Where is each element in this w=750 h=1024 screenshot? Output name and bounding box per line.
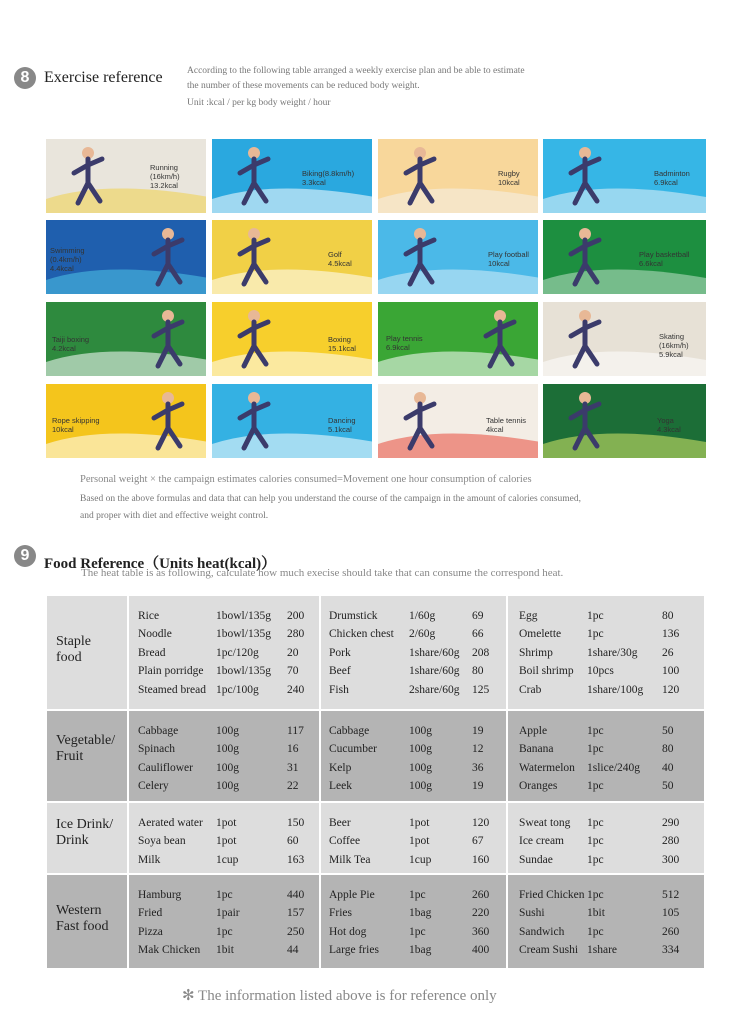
food-row [508, 854, 703, 872]
exercise-tile-label: Play football 10kcal [488, 250, 529, 268]
food-item-portion: 1bag [409, 907, 432, 920]
food-table [47, 596, 704, 968]
food-category-band [47, 711, 704, 801]
food-item-portion: 1bowl/135g [216, 628, 271, 641]
food-item-name: Rice [138, 610, 160, 622]
food-item-portion: 1pc [587, 610, 604, 622]
food-item-name: Steamed bread [138, 683, 207, 696]
food-item-kcal: 250 [287, 925, 305, 938]
exercise-tile [378, 384, 538, 458]
food-row [129, 743, 319, 761]
exercise-title: Exercise reference [44, 69, 163, 86]
food-row [508, 762, 703, 780]
exercise-tile [543, 302, 706, 376]
food-item-kcal: 19 [472, 780, 484, 793]
food-item-portion: 1pot [409, 835, 430, 848]
food-item-name: Cabbage [138, 725, 179, 737]
exercise-tile-label: Taiji boxing 4.2kcal [52, 335, 90, 353]
food-column [506, 596, 703, 709]
food-column [319, 803, 508, 873]
food-item-name: Large fries [329, 944, 379, 957]
exercise-tile-label: Badminton 6.9kcal [654, 169, 690, 187]
food-category-cell [47, 596, 129, 709]
food-row [321, 743, 508, 761]
food-item-name: Ice cream [519, 835, 565, 848]
food-item-name: Banana [519, 743, 554, 756]
food-row [129, 835, 319, 853]
food-item-portion: 1pc [587, 780, 604, 793]
food-item-portion: 2share/60g [409, 683, 460, 696]
exercise-tile-label: Play tennis 6.9kcal [386, 334, 423, 352]
food-item-name: Fried [138, 907, 163, 920]
food-item-kcal: 157 [287, 907, 305, 920]
exercise-note [80, 492, 581, 524]
food-item-kcal: 125 [472, 683, 490, 696]
food-row [129, 944, 319, 962]
food-item-portion: 1slice/240g [587, 761, 641, 774]
food-item-kcal: 440 [287, 889, 305, 901]
food-row [508, 817, 703, 835]
food-item-portion: 100g [409, 761, 432, 774]
food-row [129, 780, 319, 798]
food-item-portion: 1share/30g [587, 646, 638, 659]
food-item-name: Milk Tea [329, 853, 371, 866]
food-item-kcal: 160 [472, 853, 490, 866]
food-row [129, 926, 319, 944]
food-item-kcal: 220 [472, 907, 490, 920]
food-item-name: Sandwich [519, 925, 565, 938]
food-item-name: Noodle [138, 628, 172, 641]
food-item-portion: 1pot [216, 835, 237, 848]
food-item-kcal: 69 [472, 610, 484, 622]
exercise-unit: Unit :kcal / per kg body weight / hour [187, 98, 331, 108]
food-item-portion: 1pc [587, 925, 604, 938]
exercise-tile-label: Rugby 10kcal [498, 169, 520, 187]
food-category-name: Ice Drink/ Drink [56, 817, 114, 848]
food-item-portion: 1bowl/135g [216, 665, 271, 678]
food-row [129, 647, 319, 665]
food-row [508, 665, 703, 683]
food-row [508, 889, 703, 907]
footnote: ✻ The information listed above is for reference only [182, 988, 497, 1004]
food-item-name: Sundae [519, 853, 553, 866]
food-item-kcal: 105 [662, 907, 680, 920]
food-column [319, 875, 508, 968]
food-category-name: Staple food [56, 634, 91, 665]
food-item-portion: 1share/60g [409, 646, 460, 659]
food-row [508, 647, 703, 665]
exercise-tile [543, 139, 706, 213]
food-item-portion: 1pc [587, 817, 604, 829]
food-item-portion: 2/60g [409, 628, 436, 641]
calorie-formula: Personal weight × the campaign estimates calories consumed=Movement one hour consumption of calories [80, 474, 532, 485]
food-row [129, 725, 319, 743]
food-item-name: Hot dog [329, 925, 367, 938]
food-item-portion: 1share/100g [587, 683, 644, 696]
food-item-name: Coffee [329, 835, 361, 848]
food-category-columns [129, 711, 704, 801]
food-row [321, 926, 508, 944]
food-column [506, 711, 703, 801]
food-item-kcal: 50 [662, 725, 674, 737]
food-column [319, 711, 508, 801]
food-category-cell [47, 711, 129, 801]
food-item-name: Fried Chicken [519, 889, 585, 901]
food-item-name: Mak Chicken [138, 944, 201, 957]
food-item-name: Oranges [519, 780, 558, 793]
food-item-kcal: 120 [662, 683, 680, 696]
food-row [321, 665, 508, 683]
exercise-tile-label: Swimming (0.4km/h) 4.4kcal [50, 246, 85, 273]
food-item-name: Shrimp [519, 646, 553, 659]
food-item-name: Aerated water [138, 817, 203, 829]
food-item-name: Fries [329, 907, 352, 920]
exercise-tile [543, 384, 706, 458]
section-number-badge: 9 [14, 545, 36, 567]
exercise-description [187, 64, 525, 111]
food-item-kcal: 260 [662, 925, 680, 938]
food-item-name: Fish [329, 683, 349, 696]
food-item-kcal: 120 [472, 817, 490, 829]
food-item-kcal: 280 [287, 628, 305, 641]
food-row [321, 854, 508, 872]
food-item-name: Beer [329, 817, 351, 829]
food-item-name: Cucumber [329, 743, 377, 756]
food-item-kcal: 163 [287, 853, 305, 866]
food-category-columns [129, 875, 704, 968]
food-item-portion: 1pc [409, 889, 426, 901]
food-category-band [47, 875, 704, 968]
food-row [321, 889, 508, 907]
food-item-name: Pork [329, 646, 351, 659]
food-item-kcal: 26 [662, 646, 674, 659]
food-item-kcal: 36 [472, 761, 484, 774]
food-category-name: Vegetable/ Fruit [56, 733, 116, 764]
exercise-tile-label: Running (16km/h) 13.2kcal [150, 163, 180, 190]
food-item-kcal: 60 [287, 835, 299, 848]
food-item-kcal: 117 [287, 725, 304, 737]
food-item-name: Watermelon [519, 761, 575, 774]
food-item-name: Egg [519, 610, 538, 622]
food-item-name: Plain porridge [138, 665, 204, 678]
food-row [508, 835, 703, 853]
exercise-tile [212, 302, 372, 376]
food-item-name: Crab [519, 683, 542, 696]
food-category-columns [129, 803, 704, 873]
food-item-kcal: 240 [287, 683, 305, 696]
food-row [129, 628, 319, 646]
food-item-kcal: 334 [662, 944, 680, 957]
food-item-portion: 1cup [409, 853, 432, 866]
food-item-name: Omelette [519, 628, 562, 641]
food-category-name: Western Fast food [56, 903, 109, 934]
food-row [508, 628, 703, 646]
food-column [129, 803, 319, 873]
food-row [321, 628, 508, 646]
food-column [129, 875, 319, 968]
food-item-kcal: 80 [662, 610, 674, 622]
food-column [319, 596, 508, 709]
food-item-name: Milk [138, 853, 161, 866]
food-row [508, 926, 703, 944]
food-row [508, 743, 703, 761]
food-item-kcal: 150 [287, 817, 305, 829]
exercise-tile-label: Golf 4.5kcal [328, 250, 352, 268]
food-item-kcal: 260 [472, 889, 490, 901]
food-row [321, 762, 508, 780]
food-category-columns [129, 596, 704, 709]
food-item-portion: 1pc [587, 743, 604, 756]
food-item-kcal: 50 [662, 780, 674, 793]
food-item-portion: 100g [409, 780, 432, 793]
food-row [321, 907, 508, 925]
food-row [129, 889, 319, 907]
food-item-kcal: 22 [287, 780, 299, 793]
food-item-kcal: 70 [287, 665, 299, 678]
food-item-kcal: 40 [662, 761, 674, 774]
food-item-portion: 1share/60g [409, 665, 460, 678]
exercise-tile [378, 302, 538, 376]
food-row [321, 817, 508, 835]
food-row [508, 780, 703, 798]
food-item-kcal: 80 [662, 743, 674, 756]
food-item-portion: 1pc [587, 889, 604, 901]
food-item-name: Apple Pie [329, 889, 375, 901]
food-item-kcal: 200 [287, 610, 305, 622]
food-item-portion: 100g [409, 725, 432, 737]
food-item-name: Cauliflower [138, 761, 193, 774]
food-item-portion: 100g [216, 725, 239, 737]
exercise-note-line2: and proper with diet and effective weight control. [80, 511, 269, 521]
food-item-portion: 1pair [216, 907, 240, 920]
food-item-name: Cabbage [329, 725, 370, 737]
food-item-name: Sushi [519, 907, 545, 920]
food-category-band [47, 596, 704, 709]
food-item-portion: 1bit [587, 907, 605, 920]
food-item-kcal: 67 [472, 835, 484, 848]
food-row [508, 944, 703, 962]
food-item-name: Bread [138, 646, 166, 659]
exercise-tile-label: Boxing 15.1kcal [328, 335, 356, 353]
food-item-kcal: 16 [287, 743, 299, 756]
food-item-portion: 1bit [216, 944, 234, 957]
food-column [506, 803, 703, 873]
food-item-portion: 1pc [216, 889, 233, 901]
food-item-portion: 1pc [587, 853, 604, 866]
exercise-section-header [14, 67, 163, 89]
food-item-portion: 1share [587, 944, 618, 957]
food-item-name: Apple [519, 725, 548, 737]
exercise-tile-label: Skating (16km/h) 5.9kcal [659, 332, 689, 359]
food-item-kcal: 100 [662, 665, 680, 678]
exercise-desc-line2: the number of these movements can be reduced body weight. [187, 81, 420, 91]
exercise-desc-line1: According to the following table arranged a weekly exercise plan and be able to estimate [187, 66, 525, 76]
food-column [129, 596, 319, 709]
exercise-tile-label: Dancing 5.1kcal [328, 416, 356, 434]
food-item-portion: 1pot [216, 817, 237, 829]
exercise-tile-label: Biking(8.8km/h) 3.3kcal [302, 169, 355, 187]
food-item-portion: 10pcs [587, 665, 614, 678]
food-item-portion: 1pc [409, 925, 426, 938]
exercise-tile-label: Table tennis 4kcal [486, 416, 527, 434]
food-item-name: Celery [138, 780, 169, 793]
food-item-portion: 1pc [587, 835, 604, 848]
food-category-cell [47, 803, 129, 873]
exercise-tile [212, 139, 372, 213]
runner-icon [46, 139, 206, 213]
food-item-portion: 1pc/100g [216, 683, 259, 696]
food-item-portion: 100g [216, 743, 239, 756]
food-item-kcal: 360 [472, 925, 490, 938]
food-item-name: Kelp [329, 761, 352, 774]
food-item-kcal: 19 [472, 725, 484, 737]
food-subtitle: The heat table is as following, calculate how much execise should take that can consume the correspond heat. [81, 567, 564, 579]
food-item-portion: 1pc/120g [216, 646, 259, 659]
food-item-name: Hamburg [138, 889, 182, 901]
exercise-grid [46, 139, 706, 459]
food-row [321, 684, 508, 702]
food-item-name: Leek [329, 780, 352, 793]
exercise-tile-label: Rope skipping 10kcal [52, 416, 100, 434]
food-column [129, 711, 319, 801]
food-row [129, 665, 319, 683]
food-row [129, 762, 319, 780]
food-item-name: Beef [329, 665, 351, 678]
food-item-name: Sweat tong [519, 817, 571, 829]
food-item-kcal: 44 [287, 944, 299, 957]
food-item-portion: 1bowl/135g [216, 610, 271, 622]
food-item-kcal: 80 [472, 665, 484, 678]
exercise-note-line1: Based on the above formulas and data that can help you understand the course of the campaign in the amount of calories consumed, [80, 494, 581, 504]
food-item-name: Cream Sushi [519, 944, 579, 957]
food-item-portion: 1/60g [409, 610, 436, 622]
food-item-kcal: 136 [662, 628, 680, 641]
food-item-kcal: 300 [662, 853, 680, 866]
food-item-portion: 1pc [587, 725, 604, 737]
exercise-tile [212, 384, 372, 458]
food-item-portion: 1pot [409, 817, 430, 829]
food-item-kcal: 66 [472, 628, 484, 641]
food-item-portion: 100g [216, 761, 239, 774]
food-item-portion: 100g [216, 780, 239, 793]
section-number-badge: 8 [14, 67, 36, 89]
exercise-tile [46, 220, 206, 294]
exercise-tile [46, 139, 206, 213]
food-item-name: Pizza [138, 925, 163, 938]
food-item-portion: 1pc [587, 628, 604, 641]
food-category-cell [47, 875, 129, 968]
food-item-kcal: 20 [287, 646, 299, 659]
exercise-tile [46, 384, 206, 458]
food-item-portion: 100g [409, 743, 432, 756]
exercise-tile [378, 220, 538, 294]
food-item-name: Soya bean [138, 835, 186, 848]
exercise-tile [212, 220, 372, 294]
food-row [129, 817, 319, 835]
food-item-name: Spinach [138, 743, 176, 756]
food-row [321, 725, 508, 743]
food-item-portion: 1cup [216, 853, 239, 866]
exercise-tile-label: Yoga 4.3kcal [657, 416, 681, 434]
exercise-tile [543, 220, 706, 294]
food-row [508, 907, 703, 925]
food-item-kcal: 280 [662, 835, 680, 848]
food-item-name: Chicken chest [329, 628, 394, 641]
food-row [321, 780, 508, 798]
food-item-kcal: 512 [662, 889, 680, 901]
food-row [321, 835, 508, 853]
exercise-tile-label: Play basketball 6.6kcal [639, 250, 690, 268]
food-category-band [47, 803, 704, 873]
exercise-tile [46, 302, 206, 376]
food-row [129, 684, 319, 702]
food-item-kcal: 208 [472, 646, 490, 659]
food-row [508, 684, 703, 702]
food-item-kcal: 12 [472, 743, 484, 756]
food-row [129, 854, 319, 872]
food-row [129, 907, 319, 925]
food-row [321, 647, 508, 665]
yoga-icon [543, 384, 706, 458]
food-row [129, 610, 319, 628]
food-item-name: Drumstick [329, 610, 378, 622]
exercise-tile [378, 139, 538, 213]
food-row [321, 944, 508, 962]
food-item-portion: 1pc [216, 925, 233, 938]
food-row [508, 610, 703, 628]
food-column [506, 875, 703, 968]
food-item-kcal: 290 [662, 817, 680, 829]
food-item-kcal: 400 [472, 944, 490, 957]
food-title: Food Reference（Units heat(kcal)） [44, 556, 277, 572]
food-row [508, 725, 703, 743]
food-item-name: Boil shrimp [519, 665, 574, 678]
food-item-kcal: 31 [287, 761, 299, 774]
food-row [321, 610, 508, 628]
food-item-portion: 1bag [409, 944, 432, 957]
